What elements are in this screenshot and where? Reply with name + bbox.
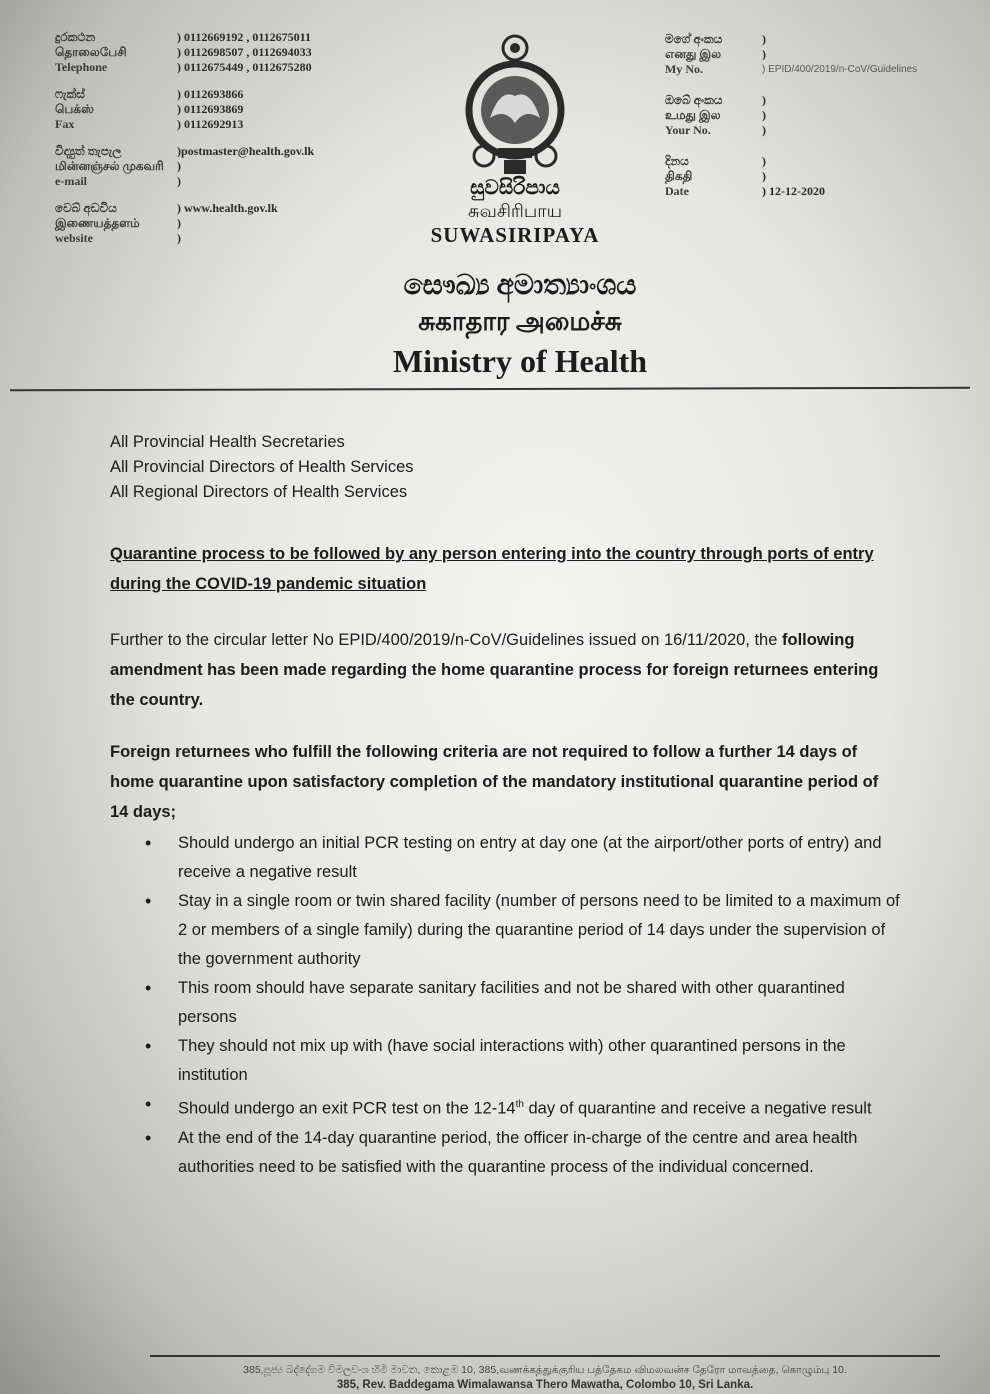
email-link[interactable]: )postmaster@health.gov.lk bbox=[177, 144, 315, 158]
ministry-name-sinhala: සෞඛ්‍ය අමාත්‍යාංශය bbox=[403, 270, 637, 301]
intro-plain: Further to the circular letter No EPID/400/2019/n-CoV/Guidelines issued on 16/11/2020, the bbox=[110, 631, 782, 649]
ministry-title bbox=[330, 268, 710, 382]
list-item: • This room should have separate sanitary facilities and not be shared with other quarantined persons bbox=[145, 974, 900, 1032]
list-item: • Should undergo an initial PCR testing on entry at day one (at the airport/other ports of entry) and receive a negative result bbox=[145, 829, 900, 887]
list-item: • At the end of the 14-day quarantine period, the officer in-charge of the centre and area health authorities need to be satisfied with the quarantine process of the individual concerned. bbox=[145, 1124, 900, 1182]
value: ) bbox=[177, 174, 181, 188]
label: විද්‍යුත් තැපැල bbox=[55, 144, 122, 158]
label: எனது இல bbox=[665, 47, 722, 61]
label: ෆැක්ස් bbox=[55, 87, 85, 101]
website-group bbox=[55, 201, 375, 246]
ministry-name-tamil: சுகாதார அமைச்சு bbox=[418, 307, 622, 336]
value: ) bbox=[762, 47, 766, 61]
label: உமது இல bbox=[665, 108, 721, 122]
suwasiripaya-names bbox=[380, 176, 650, 248]
website-link[interactable]: ) www.health.gov.lk bbox=[177, 201, 278, 215]
label: தொலைபேசி bbox=[55, 45, 127, 59]
value: ) bbox=[762, 154, 766, 168]
value: ) bbox=[177, 216, 181, 230]
value: ) bbox=[762, 93, 766, 107]
value: ) bbox=[177, 159, 181, 173]
list-item: • Stay in a single room or twin shared facility (number of persons need to be limited to a maximum of 2 or members of a single family) during the quarantine period of 14 days under the supervision of the government authority bbox=[145, 887, 900, 974]
your-no-group bbox=[665, 93, 965, 138]
reference-block bbox=[665, 32, 965, 215]
intro-paragraph bbox=[110, 625, 900, 715]
sri-lanka-emblem-icon bbox=[460, 28, 570, 178]
value: ) bbox=[762, 169, 766, 183]
telephone-group bbox=[55, 30, 375, 75]
letter-body bbox=[110, 430, 900, 1182]
fax-group bbox=[55, 87, 375, 132]
center-name-english: SUWASIRIPAYA bbox=[430, 223, 600, 247]
center-name-tamil: சுவசிரிபாய bbox=[467, 201, 563, 221]
label: திகதி bbox=[665, 169, 693, 183]
criteria-text: Should undergo an exit PCR test on the 12-14 bbox=[178, 1099, 516, 1118]
contact-block bbox=[55, 30, 375, 258]
label: இணையத்தளம் bbox=[55, 216, 140, 230]
footer-address-english: 385, Rev. Baddegama Wimalawansa Thero Mawatha, Colombo 10, Sri Lanka. bbox=[336, 1379, 754, 1391]
ordinal-suffix: th bbox=[515, 1099, 524, 1110]
label: மின்னஞ்சல் முகவரி bbox=[55, 159, 164, 173]
label: වෙබ් අඩවිය bbox=[55, 201, 117, 215]
addressee: All Provincial Directors of Health Services bbox=[110, 458, 414, 476]
criteria-list bbox=[145, 829, 900, 1182]
letter-date: ) 12-12-2020 bbox=[762, 184, 825, 198]
criteria-intro: Foreign returnees who fulfill the following criteria are not required to follow a further 14 days of home quarantine upon satisfactory completion of the mandatory institutional quarantine period of 14 days; bbox=[110, 743, 879, 821]
value: ) 0112692913 bbox=[177, 117, 244, 131]
label: Your No. bbox=[665, 123, 711, 137]
addressee: All Regional Directors of Health Services bbox=[110, 483, 408, 501]
criteria-text: day of quarantine and receive a negative result bbox=[523, 1099, 872, 1118]
reference-number: ) EPID/400/2019/n-CoV/Guidelines bbox=[762, 64, 918, 75]
date-group bbox=[665, 154, 965, 199]
list-item: • They should not mix up with (have social interactions with) other quarantined persons in the institution bbox=[145, 1032, 900, 1090]
my-no-group bbox=[665, 32, 965, 77]
value: ) 0112669192 , 0112675011 bbox=[177, 30, 312, 44]
label: මගේ අංකය bbox=[665, 32, 723, 46]
value: ) 0112675449 , 0112675280 bbox=[177, 60, 312, 74]
addressee: All Provincial Health Secretaries bbox=[110, 433, 345, 451]
value: ) 0112693866 bbox=[177, 87, 244, 101]
label: දිනය bbox=[665, 154, 689, 168]
center-name-sinhala: සුවසිරිපාය bbox=[470, 177, 560, 199]
footer-address-local: 385,පූජ්‍ය බද්දේගම විමලවංශ හිමි මාවත, කොළඹ 10, 385,வணக்கத்துக்குரிய பத்தேகம விமலவன்ச தேரோ மாவத்தை, கொழும்பு 10. bbox=[243, 1364, 847, 1376]
header-divider bbox=[10, 387, 970, 392]
label: Telephone bbox=[55, 60, 108, 74]
list-item bbox=[145, 1090, 900, 1124]
label: ඔබේ අංකය bbox=[665, 93, 723, 107]
value: ) 0112693869 bbox=[177, 102, 244, 116]
letter-subject: Quarantine process to be followed by any person entering into the country through ports of entry during the COVID-19 pandemic situation bbox=[110, 545, 874, 593]
label: website bbox=[55, 231, 93, 245]
value: ) 0112698507 , 0112694033 bbox=[177, 45, 312, 59]
email-group bbox=[55, 144, 375, 189]
value: ) bbox=[762, 32, 766, 46]
value: ) bbox=[762, 123, 766, 137]
label: e-mail bbox=[55, 174, 87, 188]
label: பெக்ஸ் bbox=[55, 102, 94, 116]
value: ) bbox=[177, 231, 181, 245]
address-footer bbox=[150, 1355, 940, 1393]
value: ) bbox=[762, 108, 766, 122]
ministry-name-english: Ministry of Health bbox=[392, 343, 648, 379]
label: Fax bbox=[55, 117, 75, 131]
label: දුරකථන bbox=[55, 30, 96, 44]
intro-bold: following amendment has been made regarding the home quarantine process for foreign returnees entering the country. bbox=[110, 631, 879, 709]
label: Date bbox=[665, 184, 689, 198]
label: My No. bbox=[665, 62, 703, 76]
addressee-list bbox=[110, 430, 900, 505]
